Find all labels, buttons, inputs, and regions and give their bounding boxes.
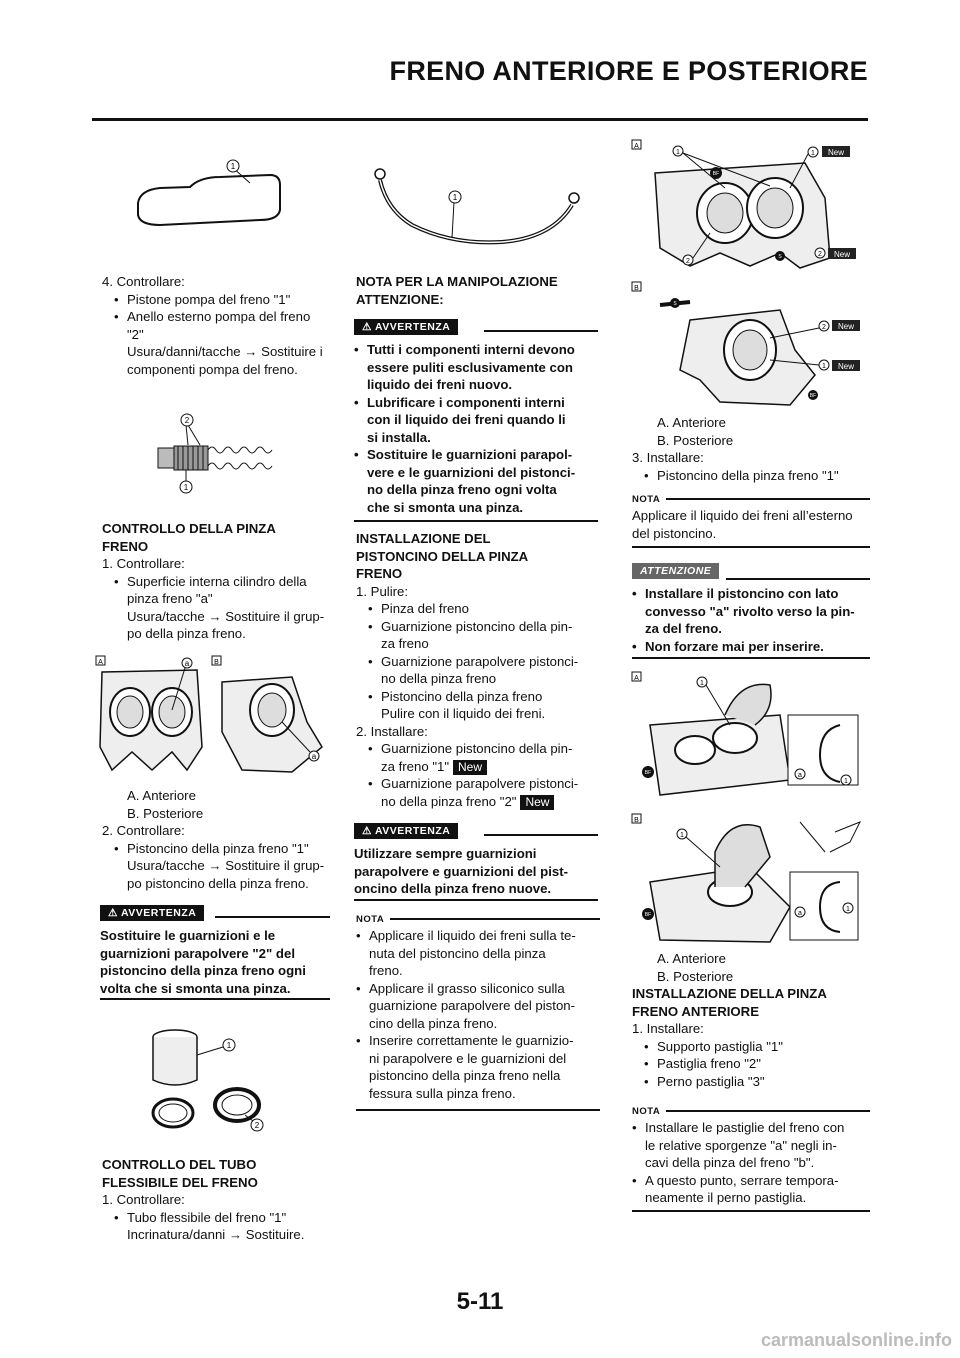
svg-text:BF: BF xyxy=(644,912,652,918)
warning-label: ⚠ AVVERTENZA xyxy=(354,823,458,839)
section-install-pinza: A. Anteriore B. Posteriore INSTALLAZIONE DELLA PINZA FRENO ANTERIORE 1. Installare: • Supporto pastiglia "1" • Pastiglia freno "2" • Perno pastiglia "3" xyxy=(632,950,870,1090)
warning-label: ⚠ AVVERTENZA xyxy=(354,319,458,335)
svg-text:a: a xyxy=(798,772,802,779)
figure-brake-hose xyxy=(362,160,592,260)
figure-install-piston-rear xyxy=(630,812,865,947)
new-badge: New xyxy=(520,795,554,810)
svg-text:2: 2 xyxy=(686,258,690,265)
nota-box-3: NOTA • Installare le pastiglie del freno con le relative sporgenze "a" negli in- cavi della pinza del freno "b". • A questo punto, serrare tempora- neamente il perno pastiglia. xyxy=(632,1102,870,1207)
svg-text:1: 1 xyxy=(676,149,680,156)
svg-text:a: a xyxy=(184,659,190,668)
svg-text:1: 1 xyxy=(226,1041,232,1050)
svg-text:BF: BF xyxy=(644,770,652,776)
svg-text:1: 1 xyxy=(452,193,458,202)
svg-text:A: A xyxy=(98,659,103,666)
svg-text:2: 2 xyxy=(184,416,190,425)
svg-text:BF: BF xyxy=(712,171,720,177)
nota-box-2: NOTA Applicare il liquido dei freni all’esterno del pistoncino. xyxy=(632,490,870,542)
section-tubo-flessibile: CONTROLLO DEL TUBO FLESSIBILE DEL FRENO 1. Controllare: • Tubo flessibile del freno "1" Incrinatura/danni → Sostituire. xyxy=(102,1156,332,1244)
svg-text:New: New xyxy=(827,148,845,157)
nota-manipolazione-title: NOTA PER LA MANIPOLAZIONE ATTENZIONE: xyxy=(356,274,558,307)
svg-text:B: B xyxy=(634,285,639,292)
warning-box-1: ⚠ AVVERTENZA Sostituire le guarnizioni e le guarnizioni parapolvere "2" del pistoncino della pinza freno ogni volta che si smonta una pinza. xyxy=(100,904,330,997)
step-3-installare: A. Anteriore B. Posteriore 3. Installare: • Pistoncino della pinza freno "1" xyxy=(632,414,870,484)
svg-text:1: 1 xyxy=(822,363,826,370)
attenzione-box: ATTENZIONE • Installare il pistoncino con lato convesso "a" rivolto verso la pin- za del freno. • Non forzare mai per inserire. xyxy=(632,562,870,655)
svg-text:S: S xyxy=(778,254,782,260)
figure-caliper-front-new xyxy=(630,138,860,273)
figure-caliper-rear-new xyxy=(630,280,860,410)
step-4-controllare: 4. Controllare: • Pistone pompa del freno "1" • Anello esterno pompa del freno "2" Usura/danni/tacche → Sostituire i componenti pompa del freno. xyxy=(102,273,332,378)
svg-text:New: New xyxy=(833,250,851,259)
svg-text:B: B xyxy=(634,817,639,824)
page-number: 5-11 xyxy=(456,1288,504,1315)
figure-install-piston-front xyxy=(630,670,865,805)
figure-piston-seals xyxy=(145,1025,275,1135)
svg-text:1: 1 xyxy=(846,906,850,913)
new-badge: New xyxy=(453,760,487,775)
figure-brake-plate xyxy=(130,155,310,245)
svg-text:B: B xyxy=(214,659,219,666)
nota-box-1: NOTA • Applicare il liquido dei freni sulla te- nuta del pistoncino della pinza freno. • Applicare il grasso siliconico sulla guarnizione parapolvere del piston- cino della pinza freno. • Inserire correttamente le guarnizio- ni parapolvere e le guarnizioni del pistoncino della pinza freno nella fessura sulla pinza freno. xyxy=(356,910,600,1102)
section-install-pistoncino: INSTALLAZIONE DEL PISTONCINO DELLA PINZA FRENO 1. Pulire: • Pinza del freno • Guarnizione pistoncino della pin- za freno • Guarnizione parapolvere pistonci- no della pinza freno • Pistoncino della pinza freno Pulire con il liquido dei freni. 2. Installare: • Guarnizione pistoncino della pin- za freno "1" New • Guarnizione parapolvere pistonci- no della pinza freno "2" New xyxy=(356,530,600,810)
callout-1: 1 xyxy=(230,162,236,171)
warning-label: ⚠ AVVERTENZA xyxy=(100,905,204,921)
svg-text:New: New xyxy=(837,322,855,331)
svg-text:2: 2 xyxy=(822,324,826,331)
warning-box-2: ⚠ AVVERTENZA • Tutti i componenti interni devono essere puliti esclusivamente con liquido dei freni nuovo. • Lubrificare i componenti interni con il liquido dei freni quando li si installa. • Sostituire le guarnizioni parapol- vere e le guarnizioni del pistonci- no della pinza freno ogni volta che si smonta una pinza. xyxy=(354,318,598,516)
svg-text:1: 1 xyxy=(844,778,848,785)
svg-text:A: A xyxy=(634,675,639,682)
svg-text:a: a xyxy=(798,910,802,917)
header-rule xyxy=(92,118,868,121)
svg-text:1: 1 xyxy=(811,150,815,157)
svg-text:S: S xyxy=(673,301,677,307)
attenzione-label: ATTENZIONE xyxy=(632,563,719,579)
svg-text:BF: BF xyxy=(809,393,817,399)
svg-text:2: 2 xyxy=(818,251,822,258)
figure-spring xyxy=(150,410,280,495)
svg-text:1: 1 xyxy=(680,832,684,839)
svg-text:A: A xyxy=(634,143,639,150)
svg-text:2: 2 xyxy=(254,1121,260,1130)
footer-watermark[interactable]: carmanualsonline.info xyxy=(760,1330,952,1350)
figure-caliper-ab xyxy=(92,652,332,777)
svg-text:1: 1 xyxy=(700,680,704,687)
svg-text:1: 1 xyxy=(183,483,189,492)
svg-text:a: a xyxy=(311,752,317,761)
section-controllo-pinza: CONTROLLO DELLA PINZA FRENO 1. Controllare: • Superficie interna cilindro della pinza freno "a" Usura/tacche → Sostituire il grup- po della pinza freno. xyxy=(102,520,332,643)
step-2-controllare: A. Anteriore B. Posteriore 2. Controllare: • Pistoncino della pinza freno "1" Usura/tacche → Sostituire il grup- po pistoncino della pinza freno. xyxy=(102,787,332,892)
page-title: FRENO ANTERIORE E POSTERIORE xyxy=(389,56,868,86)
svg-text:New: New xyxy=(837,362,855,371)
warning-box-3: ⚠ AVVERTENZA Utilizzare sempre guarnizioni parapolvere e guarnizioni del pist- oncino della pinza freno nuove. xyxy=(354,822,598,898)
